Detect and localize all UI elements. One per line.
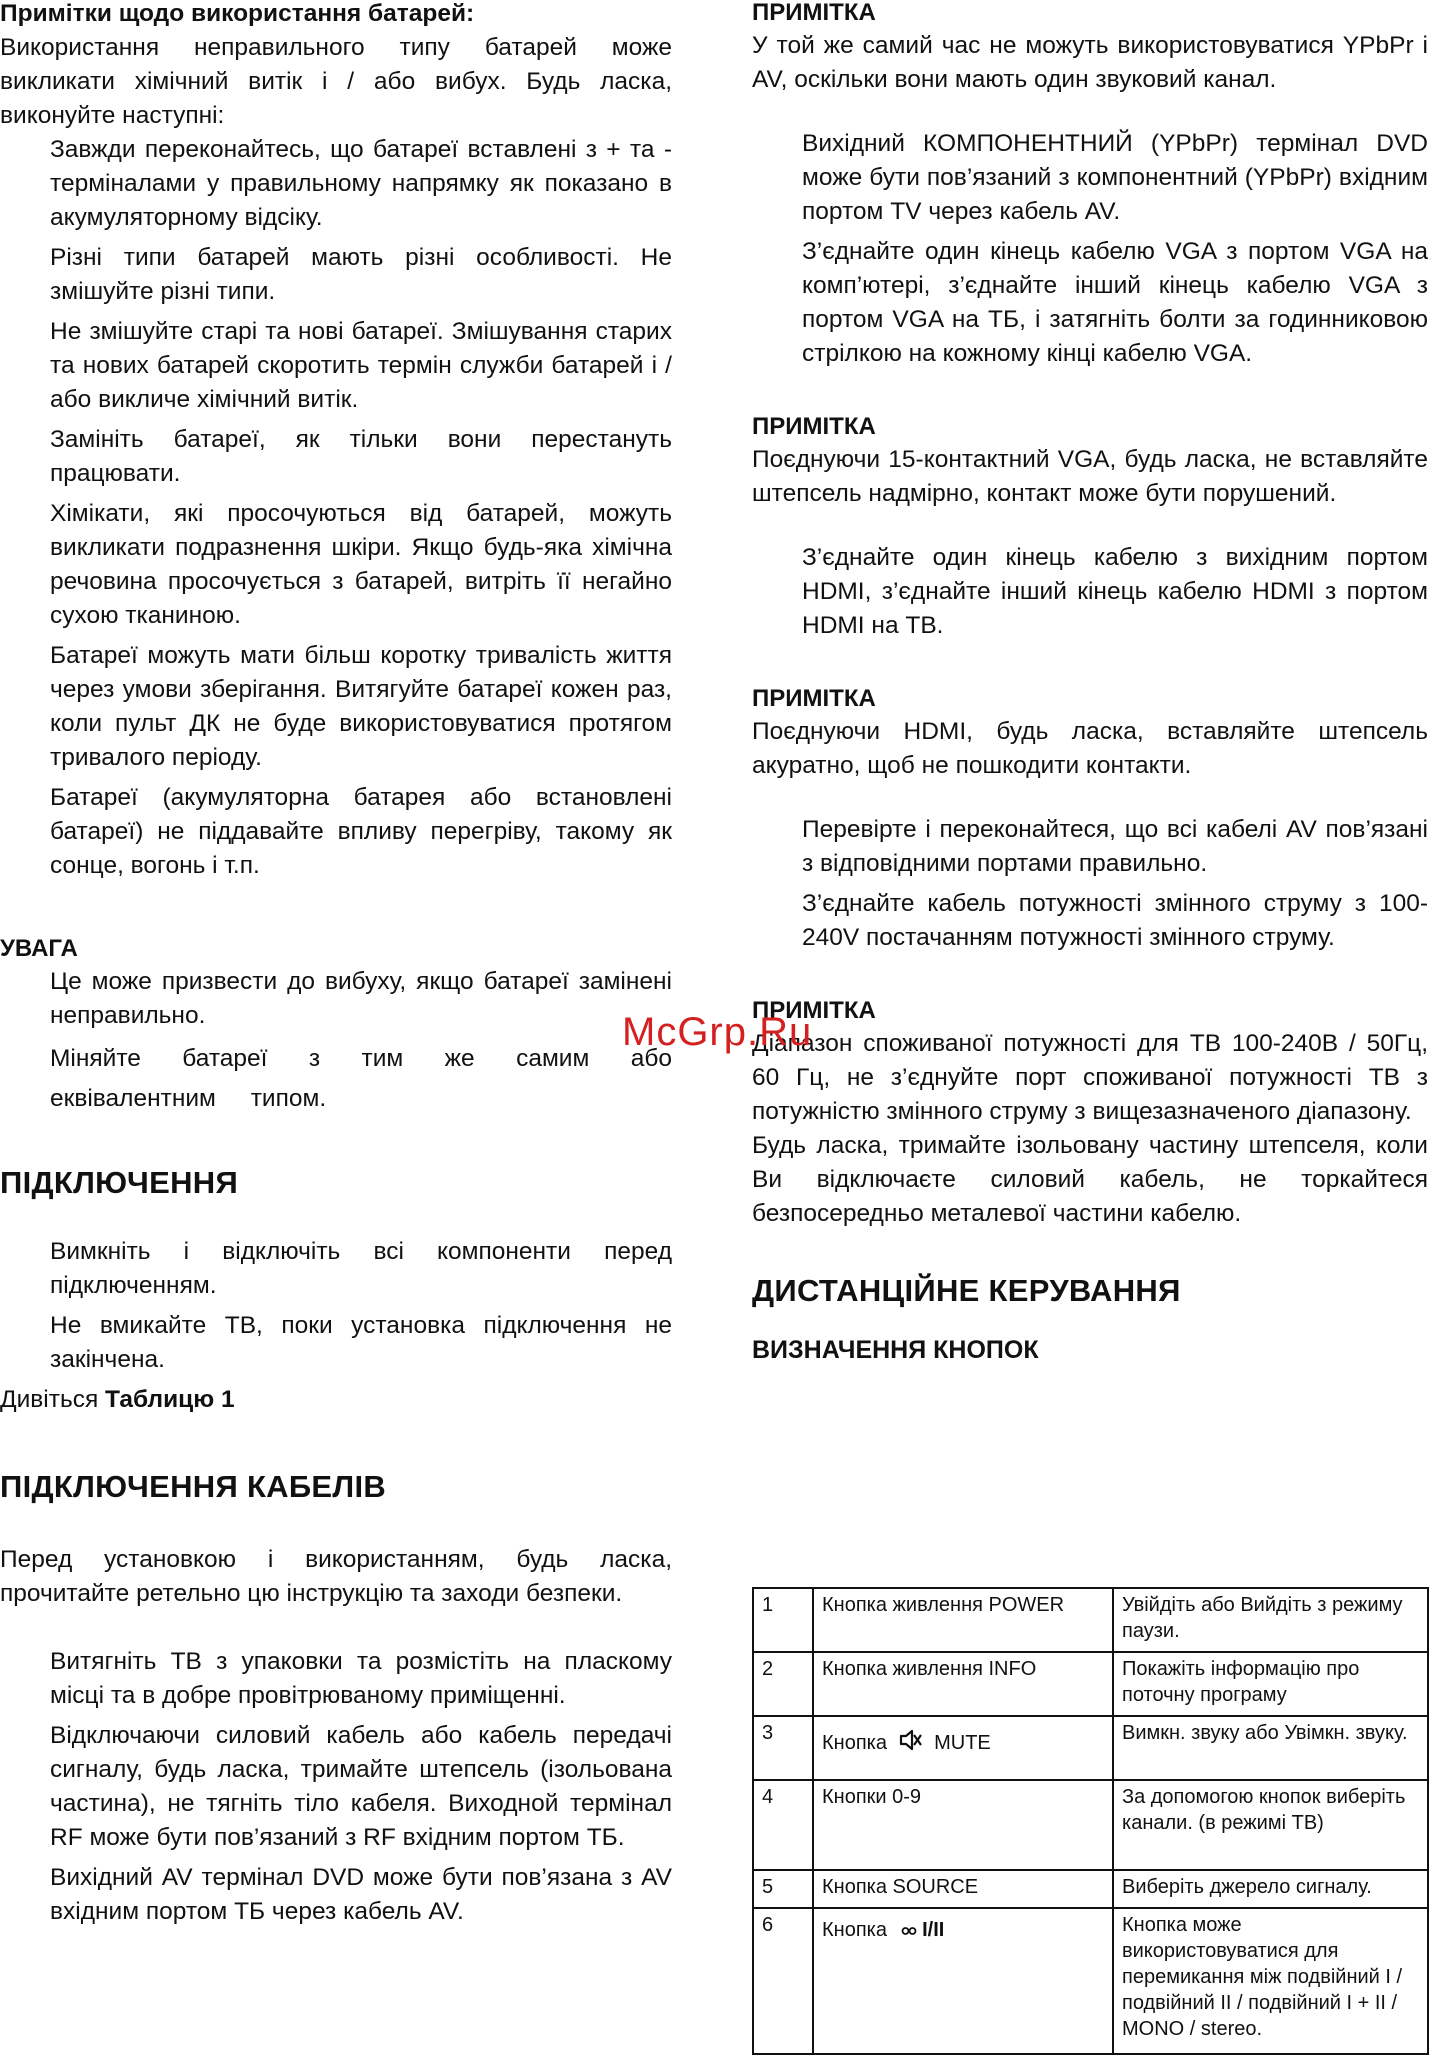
button-name: Кнопки 0-9 xyxy=(813,1780,1113,1870)
button-description: Кнопка може використовуватися для перемикання між подвійний I / подвійний II / подвійний I + II / MONO / stereo. xyxy=(1113,1908,1428,2054)
table-row xyxy=(753,1588,1428,1652)
button-description: Покажіть інформацію про поточну програму xyxy=(1113,1652,1428,1716)
connection-item: Не вмикайте ТВ, поки установка підключення не закінчена. xyxy=(50,1312,672,1373)
button-name xyxy=(813,1716,1113,1780)
note-text: У той же самий час не можуть використовуватися YPbPr і AV, оскільки вони мають один звуковий канал. xyxy=(752,32,1428,93)
table-row xyxy=(753,1908,1428,2054)
remote-control-heading: ДИСТАНЦІЙНЕ КЕРУВАННЯ xyxy=(752,1273,1181,1308)
note-heading: ПРИМІТКА xyxy=(752,0,876,26)
battery-notes-title: Примітки щодо використання батарей: xyxy=(0,0,475,27)
connection-step: З’єднайте один кінець кабелю з вихідним портом HDMI, з’єднайте інший кінець кабелю HDMI з портом HDMI на ТВ. xyxy=(802,544,1428,639)
note-heading: ПРИМІТКА xyxy=(752,997,876,1024)
button-description: Вимкн. звуку або Увімкн. звуку. xyxy=(1113,1716,1428,1780)
warning-heading: УВАГА xyxy=(0,935,78,962)
connection-step: Вихідний КОМПОНЕНТНИЙ (YPbPr) термінал DVD може бути пов’язаний з компонентний (YPbPr) вхідним портом TV через кабель AV. xyxy=(802,130,1428,225)
button-name-prefix: Кнопка xyxy=(822,1919,887,1941)
cables-item: Вихідний AV термінал DVD може бути пов’язана з AV вхідним портом ТБ через кабель AV. xyxy=(50,1864,672,1925)
connection-heading: ПІДКЛЮЧЕННЯ xyxy=(0,1165,239,1200)
row-number: 3 xyxy=(753,1716,813,1780)
note-text: Поєднуючи HDMI, будь ласка, вставляйте штепсель акуратно, щоб не пошкодити контакти. xyxy=(752,718,1428,779)
battery-item: Замініть батареї, як тільки вони перестануть працювати. xyxy=(50,426,672,487)
row-number: 2 xyxy=(753,1652,813,1716)
table-row xyxy=(753,1780,1428,1870)
connection-step: З’єднайте один кінець кабелю VGA з портом VGA на комп’ютері, з’єднайте інший кінець кабелю VGA з портом VGA на ТБ, і затягніть болти за годинниковою стрілкою на кожному кінці кабелю VGA. xyxy=(802,238,1428,367)
table-row xyxy=(753,1870,1428,1908)
watermark: McGrp.Ru xyxy=(622,1010,813,1054)
button-name-prefix: Кнопка xyxy=(822,1731,887,1754)
button-description: Увійдіть або Вийдіть з режиму паузи. xyxy=(1113,1588,1428,1652)
left-column xyxy=(0,0,672,1929)
button-name xyxy=(813,1908,1113,2054)
cables-intro: Перед установкою і використанням, будь ласка, прочитайте ретельно цю інструкцію та заходи безпеки. xyxy=(0,1546,672,1607)
see-table-link: Таблицю 1 xyxy=(105,1386,235,1413)
button-description: Виберіть джерело сигналу. xyxy=(1113,1870,1428,1908)
see-table-prefix: Дивіться xyxy=(0,1386,106,1413)
battery-notes-intro: Використання неправильного типу батарей може викликати хімічний витік і / або вибух. Будь ласка, виконуйте наступні: xyxy=(0,34,672,129)
button-name: Кнопка живлення POWER xyxy=(813,1588,1113,1652)
warning-item: Це може призвести до вибуху, якщо батареї замінені неправильно. xyxy=(50,968,672,1029)
mute-icon xyxy=(899,1729,923,1758)
cables-heading: ПІДКЛЮЧЕННЯ КАБЕЛІВ xyxy=(0,1469,387,1504)
row-number: 6 xyxy=(753,1908,813,2054)
note-text: Поєднуючи 15-контактний VGA, будь ласка, не вставляйте штепсель надмірно, контакт може бути порушений. xyxy=(752,446,1428,507)
battery-item: Не змішуйте старі та нові батареї. Змішування старих та нових батарей скоротить термін служби батарей і / або викличе хімічний витік. xyxy=(50,318,672,413)
button-name: Кнопка SOURCE xyxy=(813,1870,1113,1908)
table-row xyxy=(753,1652,1428,1716)
dual-audio-icon xyxy=(901,1918,917,1944)
note-text: Будь ласка, тримайте ізольовану частину штепселя, коли Ви відключаєте силовий кабель, не торкайтеся безпосередньо металевої частини кабелю. xyxy=(752,1132,1428,1227)
connection-step: З’єднайте кабель потужності змінного струму з 100-240V постачанням потужності змінного струму. xyxy=(802,890,1428,951)
right-column xyxy=(752,0,1428,1367)
see-table-line xyxy=(0,1383,672,1417)
row-number: 4 xyxy=(753,1780,813,1870)
note-heading: ПРИМІТКА xyxy=(752,413,876,440)
battery-item: Хімікати, які просочуються від батарей, можуть викликати подразнення шкіри. Якщо будь-яка хімічна речовина просочується з батарей, витріть її негайно сухою тканиною. xyxy=(50,500,672,629)
battery-item: Різні типи батарей мають різні особливості. Не змішуйте різні типи. xyxy=(50,244,672,305)
battery-item: Батареї (акумуляторна батарея або встановлені батареї) не піддавайте впливу перегріву, такому як сонце, вогонь і т.п. xyxy=(50,784,672,879)
button-definitions-heading: ВИЗНАЧЕННЯ КНОПОК xyxy=(752,1336,1039,1364)
cables-item: Витягніть ТВ з упаковки та розмістіть на пласкому місці та в добре провітрюваному приміщенні. xyxy=(50,1648,672,1709)
connection-step: Перевірте і переконайтеся, що всі кабелі AV пов’язані з відповідними портами правильно. xyxy=(802,816,1428,877)
warning-item: Міняйте батареї з тим же самим або еквівалентним типом. xyxy=(50,1045,672,1112)
button-definitions-table xyxy=(752,1587,1429,2055)
battery-item: Батареї можуть мати більш коротку тривалість життя через умови зберігання. Витягуйте батареї кожен раз, коли пульт ДК не буде використовуватися протягом тривалого періоду. xyxy=(50,642,672,771)
table-row xyxy=(753,1716,1428,1780)
battery-item: Завжди переконайтесь, що батареї вставлені з + та - терміналами у правильному напрямку як показано в акумуляторному відсіку. xyxy=(50,136,672,231)
button-description: За допомогою кнопок виберіть канали. (в режимі ТВ) xyxy=(1113,1780,1428,1870)
note-text: Діапазон споживаної потужності для ТВ 100-240В / 50Гц, 60 Гц, не з’єднуйте порт споживаної потужності ТВ з потужністю змінного струму з вищезазначеного діапазону. xyxy=(752,1030,1428,1125)
row-number: 5 xyxy=(753,1870,813,1908)
note-heading: ПРИМІТКА xyxy=(752,685,876,712)
button-name-suffix: MUTE xyxy=(934,1731,991,1754)
cables-item: Відключаючи силовий кабель або кабель передачі сигналу, будь ласка, тримайте штепсель (ізольована частина), не тягніть тіло кабеля. Виходной термінал RF може бути пов’язаний з RF вхідним портом ТБ. xyxy=(50,1722,672,1851)
row-number: 1 xyxy=(753,1588,813,1652)
connection-item: Вимкніть і відключіть всі компоненти перед підключенням. xyxy=(50,1238,672,1299)
button-name: Кнопка живлення INFO xyxy=(813,1652,1113,1716)
button-name-suffix: I/II xyxy=(922,1919,945,1941)
